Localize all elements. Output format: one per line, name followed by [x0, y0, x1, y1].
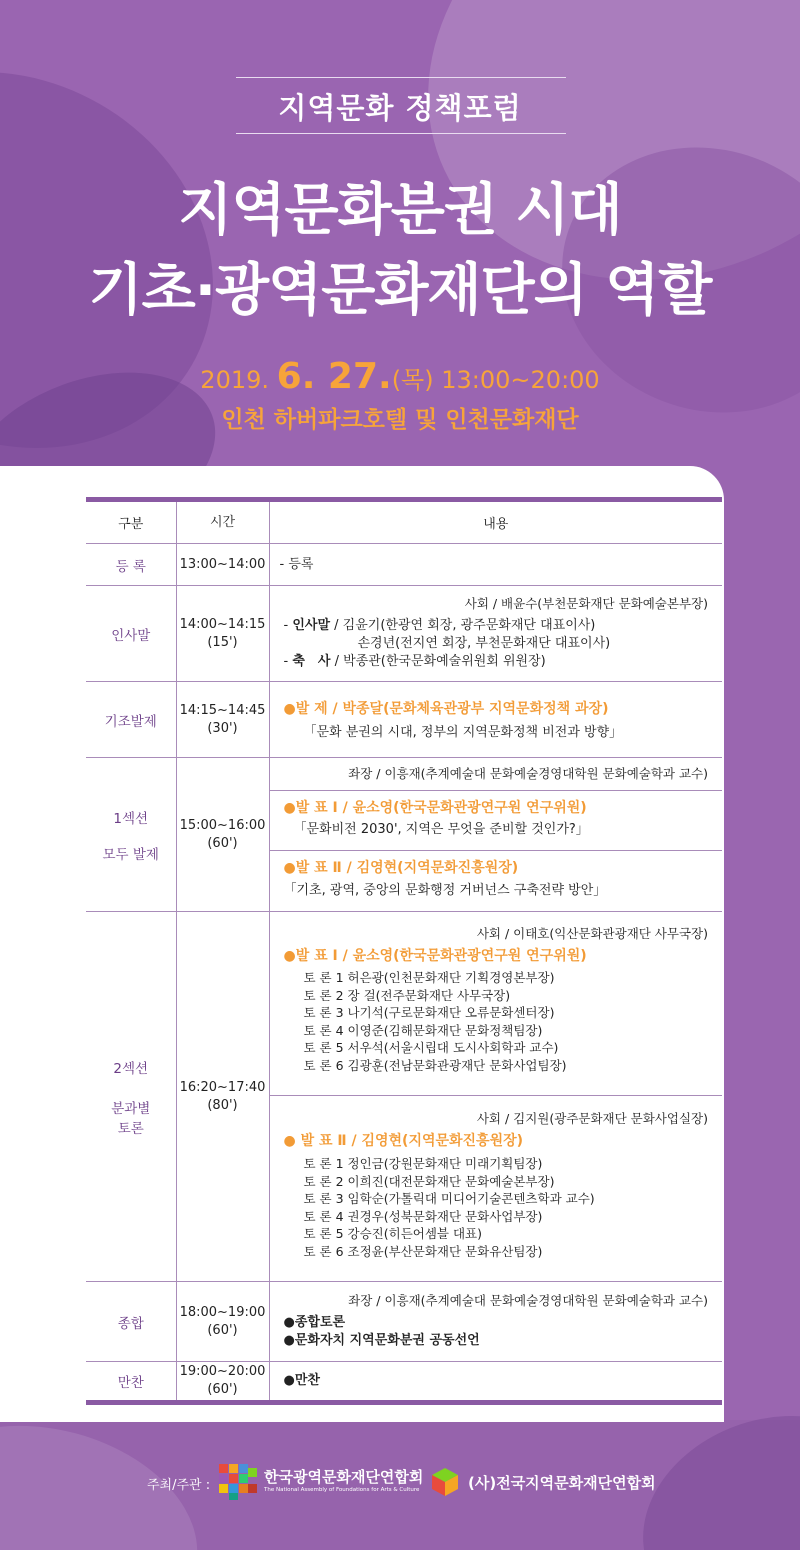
division-cell: 종합 [86, 1282, 176, 1362]
presenter: ● 발 표 Ⅱ / 김영현(지역문화진흥원장) [283, 1133, 524, 1149]
regional-foundation-logo-icon [430, 1466, 460, 1498]
program-item: ●문화자치 지역문화분권 공동선언 [283, 1332, 480, 1348]
program-item: ●종합토론 [283, 1314, 346, 1330]
content-text: - 등록 [279, 556, 314, 572]
event-date [0, 356, 800, 397]
division-cell: 기조발제 [86, 682, 176, 758]
discussant: 토 론 6 조정윤(부산문화재단 문화유산팀장) [303, 1243, 543, 1259]
content-cell [269, 912, 722, 1282]
schedule-table [86, 497, 722, 1405]
discussant: 토 론 4 권경우(성북문화재단 문화사업부장) [303, 1208, 543, 1224]
column-header-division: 구분 [86, 500, 176, 544]
divider [236, 77, 566, 78]
discussant: 토 론 5 서우석(서울시립대 도시사회학과 교수) [303, 1040, 559, 1055]
greeting-line: - 인사말 / 김윤기(한광연 회장, 광주문화재단 대표이사) [283, 617, 596, 633]
role-label: 인사말 [292, 617, 331, 633]
presenter: ●발 제 / 박종달(문화체육관광부 지역문화정책 과장) [283, 700, 609, 717]
time-cell [176, 912, 269, 1282]
speaker: 손경년(전지연 회장, 부천문화재단 대표이사) [357, 635, 611, 651]
discussant: 토 론 6 김광훈(전남문화관광재단 문화사업팀장) [303, 1057, 567, 1073]
time-cell: 13:00~14:00 [176, 544, 269, 586]
time-range: 18:00~19:00 [179, 1304, 266, 1320]
presenter: ●발 표 Ⅱ / 김영현(지역문화진흥원장) [283, 860, 519, 876]
content-cell [269, 1362, 722, 1403]
time-cell [176, 1282, 269, 1362]
content-cell [269, 1282, 722, 1362]
date-time: 13:00~20:00 [441, 366, 600, 394]
duration: (80') [207, 1097, 238, 1113]
organizers-label: 주최/주관 : [147, 1478, 211, 1493]
duration: (30') [207, 720, 238, 736]
time-range: 16:20~17:40 [179, 1079, 266, 1095]
table-row [86, 586, 722, 682]
organizers-footer [0, 1462, 800, 1502]
role-label: 축 사 [292, 653, 331, 669]
presenter: ●발 표 Ⅰ / 윤소영(한국문화관광연구원 연구위원) [283, 948, 587, 964]
division-cell [86, 758, 176, 912]
division-label: 분과별 [111, 1100, 151, 1117]
table-row [86, 682, 722, 758]
date-year: 2019. [200, 366, 270, 394]
duration: (60') [207, 835, 238, 851]
main-title-line2: 기초·광역문화재단의 역할 [88, 258, 712, 323]
time-cell [176, 586, 269, 682]
time-range: 19:00~20:00 [179, 1364, 266, 1379]
division-cell: 등 록 [86, 544, 176, 586]
column-header-time: 시간 [176, 500, 269, 544]
content-cell [269, 682, 722, 758]
time-cell [176, 758, 269, 912]
organizer-name: (사)전국지역문화재단연합회 [468, 1474, 656, 1492]
content-cell [269, 544, 722, 586]
organizer-english-name: The National Assembly of Foundations for Arts & Culture [264, 1487, 420, 1493]
forum-name: 지역문화 정책포럼 [278, 91, 522, 125]
event-venue: 인천 하버파크호텔 및 인천문화재단 [221, 407, 579, 433]
discussant: 토 론 3 나기석(구로문화재단 오류문화센터장) [303, 1005, 555, 1020]
table-header-row [86, 500, 722, 544]
presentation-topic: 「기초, 광역, 중앙의 문화행정 거버넌스 구축전략 방안」 [283, 883, 607, 898]
time-range: 14:00~14:15 [179, 616, 266, 632]
speaker: / 박종관(한국문화예술위원회 위원장) [330, 653, 546, 669]
time-range: 15:00~16:00 [179, 817, 266, 833]
divider [236, 133, 566, 134]
division-label: 모두 발제 [102, 846, 159, 863]
discussant-list [284, 969, 709, 1074]
poster-header [0, 0, 800, 470]
discussant: 토 론 1 허은광(인천문화재단 기획경영본부장) [303, 970, 555, 985]
division-cell: 만찬 [86, 1362, 176, 1403]
duration: (60') [207, 1382, 238, 1397]
content-cell [269, 586, 722, 682]
table-row [86, 544, 722, 586]
discussant: 토 론 3 임학순(가톨릭대 미디어기술콘텐츠학과 교수) [303, 1191, 595, 1206]
time-range: 14:15~14:45 [179, 702, 266, 718]
date-weekday: (목) [391, 366, 434, 394]
division-cell [86, 912, 176, 1282]
discussant: 토 론 2 이희진(대전문화재단 문화예술본부장) [303, 1173, 555, 1189]
table-row [86, 1282, 722, 1362]
program-item: ●만찬 [283, 1373, 320, 1388]
discussant: 토 론 1 정인금(강원문화재단 미래기획팀장) [303, 1156, 543, 1171]
chair: 좌장 / 이흥재(추계예술대 문화예술경영대학원 문화예술학과 교수) [348, 766, 708, 781]
main-title-line1: 지역문화분권 시대 [178, 178, 622, 243]
table-row [86, 758, 722, 912]
presenter: ●발 표 Ⅰ / 윤소영(한국문화관광연구원 연구위원) [283, 800, 587, 816]
division-label: 1섹션 [113, 810, 149, 827]
duration: (60') [207, 1322, 238, 1338]
organizer-name: 한국광역문화재단연합회 [264, 1468, 424, 1486]
speaker: / 김윤기(한광연 회장, 광주문화재단 대표이사) [330, 617, 596, 633]
discussant: 토 론 4 이영준(김해문화재단 문화정책팀장) [303, 1022, 543, 1038]
table-row [86, 912, 722, 1282]
moderator: 사회 / 김지원(광주문화재단 문화사업실장) [476, 1111, 708, 1126]
column-header-content: 내용 [269, 500, 722, 544]
discussant-list [284, 1155, 709, 1260]
content-cell [269, 758, 722, 912]
date-month-day: 6. 27. [276, 356, 392, 397]
time-cell [176, 1362, 269, 1403]
table-row [86, 1362, 722, 1403]
presentation-topic: 「문화비전 2030', 지역은 무엇을 준비할 것인가?」 [293, 822, 589, 837]
presentation-topic: 「문화 분권의 시대, 정부의 지역문화정책 비전과 방향」 [303, 724, 623, 740]
discussant: 토 론 5 강승진(히든어셈블 대표) [303, 1226, 483, 1241]
division-label: 토론 [117, 1120, 144, 1137]
division-cell: 인사말 [86, 586, 176, 682]
division-label: 2섹션 [113, 1060, 149, 1077]
moderator: 사회 / 배윤수(부천문화재단 문화예술본부장) [464, 595, 708, 611]
assembly-logo-icon [219, 1464, 257, 1500]
chair: 좌장 / 이흥재(추계예술대 문화예술경영대학원 문화예술학과 교수) [348, 1292, 708, 1308]
congrats-line: - 축 사 / 박종관(한국문화예술위원회 위원장) [283, 653, 546, 669]
moderator: 사회 / 이태호(익산문화관광재단 사무국장) [476, 926, 708, 941]
time-cell [176, 682, 269, 758]
discussant: 토 론 2 장 걸(전주문화재단 사무국장) [303, 987, 511, 1003]
duration: (15') [207, 634, 238, 650]
